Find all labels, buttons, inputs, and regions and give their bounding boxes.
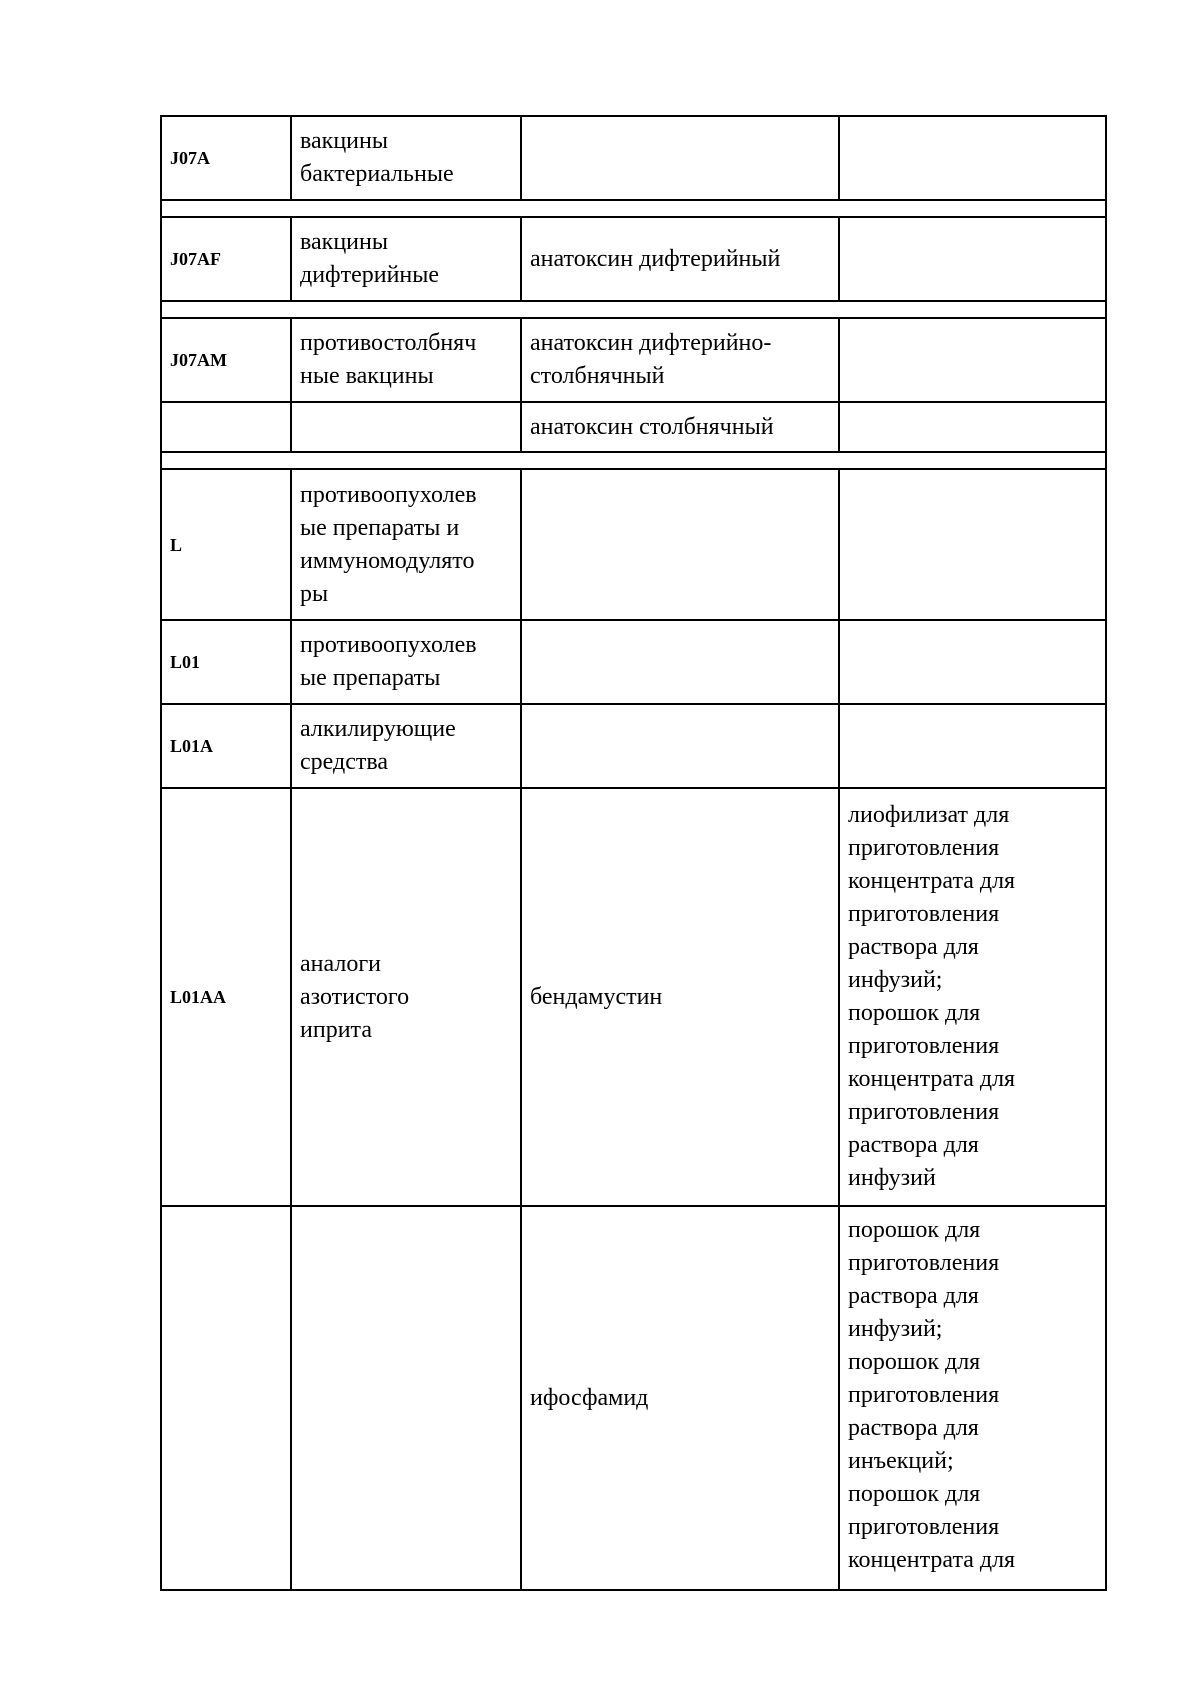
group-name-cell: противоопухолев ые препараты и иммуномодулято ры xyxy=(291,469,521,620)
table-row xyxy=(161,469,1106,620)
spacer-cell xyxy=(161,200,1106,217)
atc-code-cell: L01AA xyxy=(161,788,291,1206)
atc-code-cell: J07A xyxy=(161,116,291,200)
drug-table xyxy=(160,115,1107,1591)
drug-name-cell: анатоксин столбнячный xyxy=(521,402,839,452)
atc-code-cell: J07AM xyxy=(161,318,291,402)
dosage-form-cell xyxy=(839,116,1106,200)
atc-code-cell: L xyxy=(161,469,291,620)
dosage-form-cell xyxy=(839,402,1106,452)
drug-name-cell xyxy=(521,704,839,788)
group-name-cell: противостолбняч ные вакцины xyxy=(291,318,521,402)
drug-name-cell: анатоксин дифтерийный xyxy=(521,217,839,301)
atc-code-cell: L01 xyxy=(161,620,291,704)
group-name-cell xyxy=(291,402,521,452)
dosage-form-cell: порошок для приготовления раствора для инфузий; порошок для приготовления раствора для инъекций; порошок для приготовления концентрата для xyxy=(839,1206,1106,1590)
table-row xyxy=(161,788,1106,1206)
dosage-form-cell xyxy=(839,469,1106,620)
table-row xyxy=(161,620,1106,704)
drug-name-cell: бендамустин xyxy=(521,788,839,1206)
group-name-cell: алкилирующие средства xyxy=(291,704,521,788)
group-name-cell: вакцины бактериальные xyxy=(291,116,521,200)
drug-name-cell xyxy=(521,620,839,704)
group-name-cell xyxy=(291,1206,521,1590)
dosage-form-cell xyxy=(839,620,1106,704)
dosage-form-cell: лиофилизат для приготовления концентрата для приготовления раствора для инфузий; порошок для приготовления концентрата для приготовления раствора для инфузий xyxy=(839,788,1106,1206)
spacer-cell xyxy=(161,452,1106,469)
group-name-cell: противоопухолев ые препараты xyxy=(291,620,521,704)
table-row xyxy=(161,402,1106,452)
group-name-cell: аналоги азотистого иприта xyxy=(291,788,521,1206)
dosage-form-cell xyxy=(839,704,1106,788)
dosage-form-cell xyxy=(839,318,1106,402)
table-spacer-row xyxy=(161,452,1106,469)
atc-code-cell xyxy=(161,402,291,452)
table-row xyxy=(161,704,1106,788)
table-spacer-row xyxy=(161,200,1106,217)
table-row xyxy=(161,217,1106,301)
dosage-form-cell xyxy=(839,217,1106,301)
table-row xyxy=(161,1206,1106,1590)
drug-name-cell: анатоксин дифтерийно- столбнячный xyxy=(521,318,839,402)
table-row xyxy=(161,116,1106,200)
drug-name-cell: ифосфамид xyxy=(521,1206,839,1590)
table-spacer-row xyxy=(161,301,1106,318)
atc-code-cell xyxy=(161,1206,291,1590)
drug-name-cell xyxy=(521,469,839,620)
drug-name-cell xyxy=(521,116,839,200)
atc-code-cell: L01A xyxy=(161,704,291,788)
group-name-cell: вакцины дифтерийные xyxy=(291,217,521,301)
spacer-cell xyxy=(161,301,1106,318)
table-row xyxy=(161,318,1106,402)
atc-code-cell: J07AF xyxy=(161,217,291,301)
